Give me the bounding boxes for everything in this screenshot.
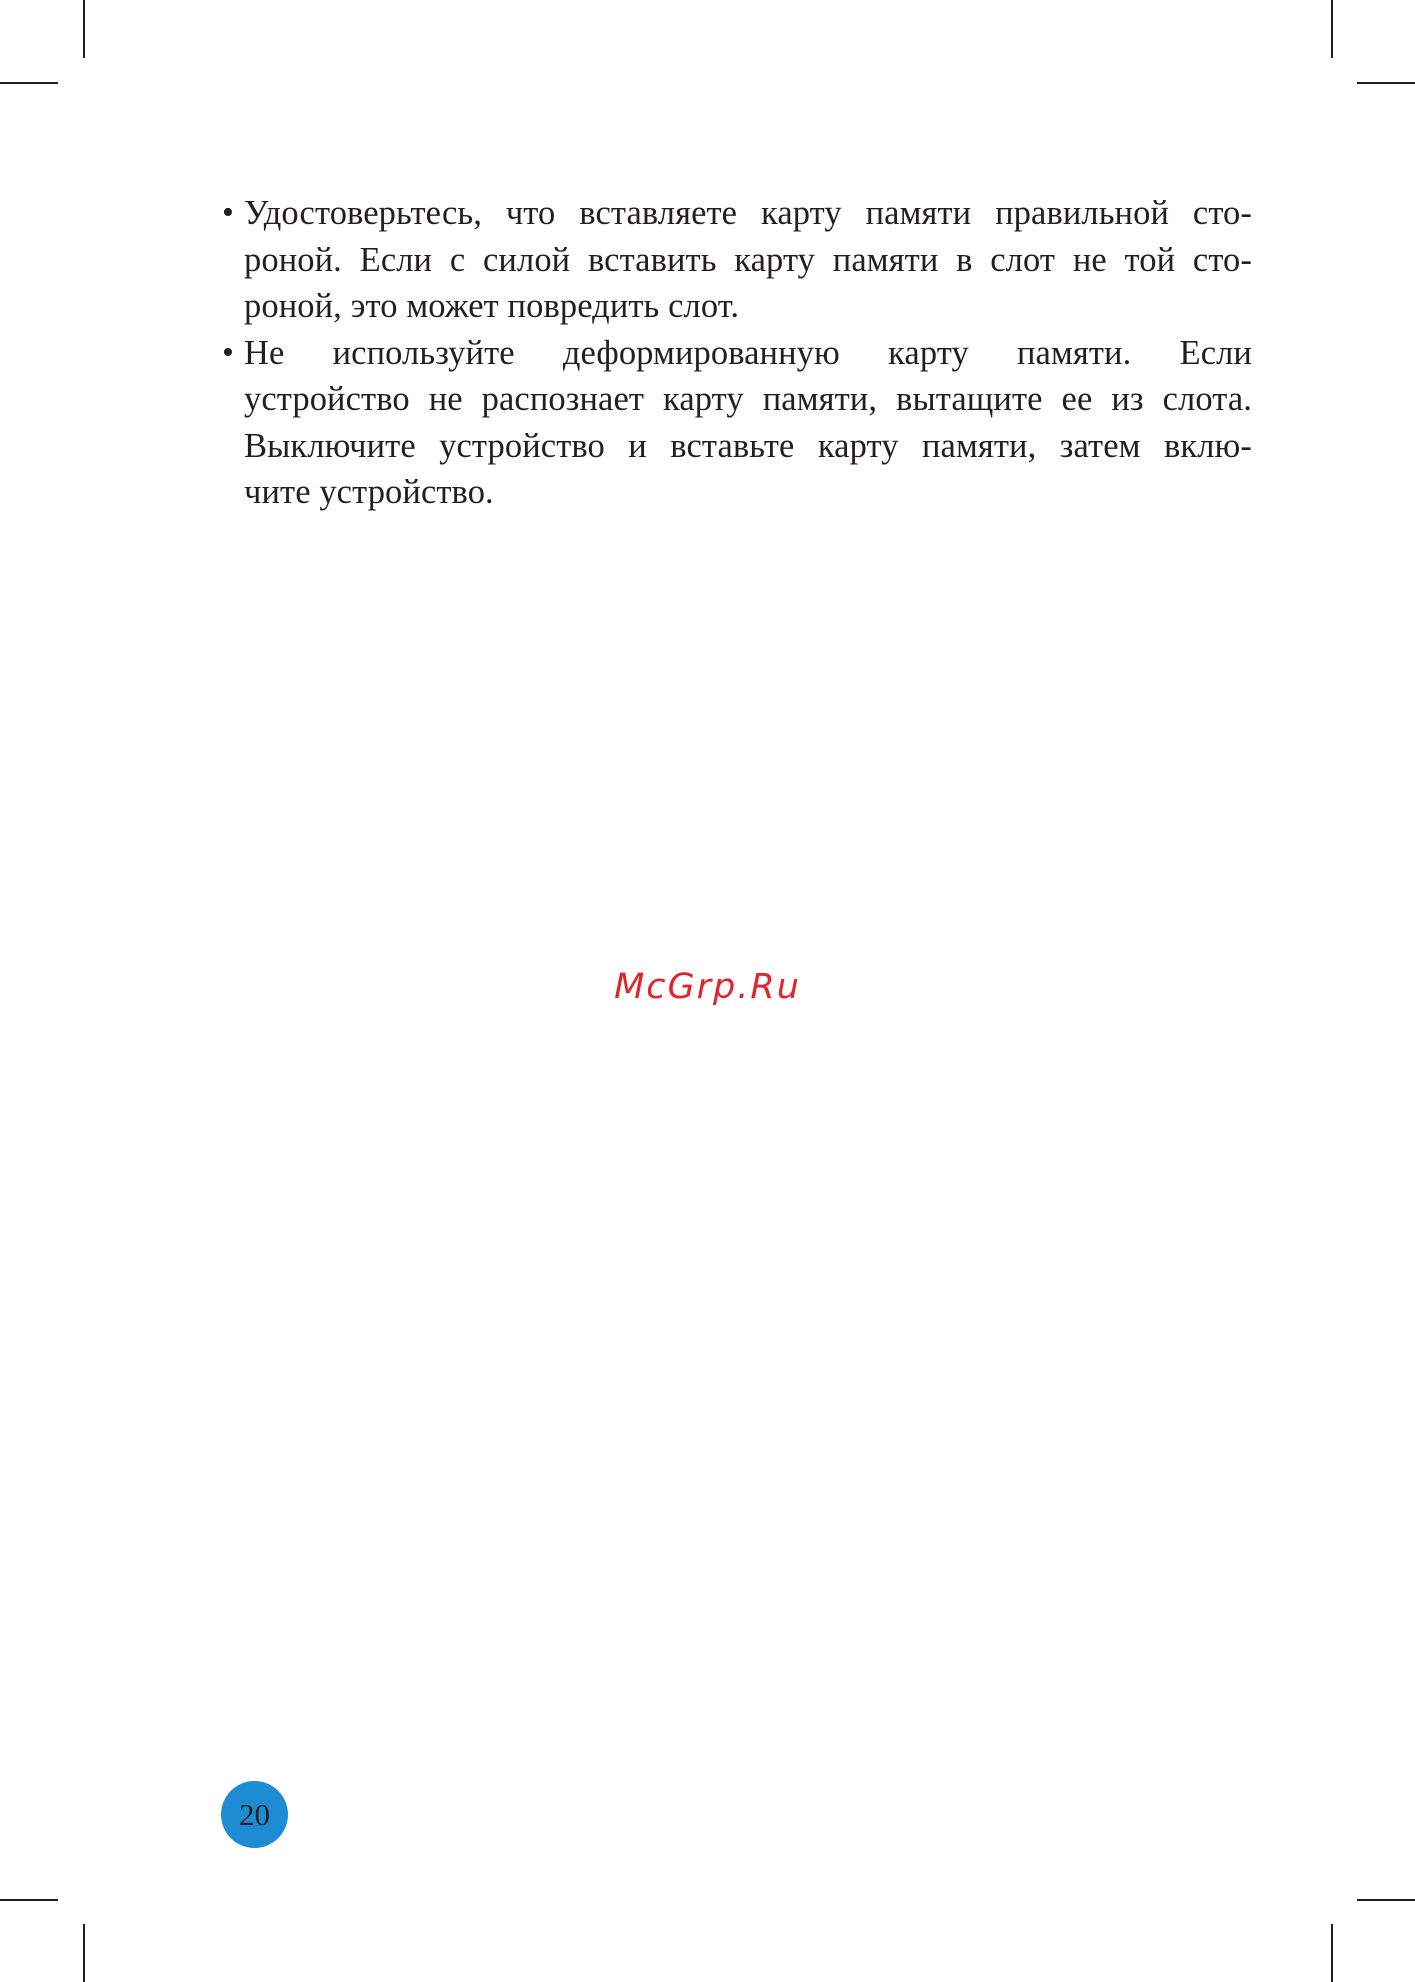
crop-mark-top-right-vertical <box>1331 0 1333 58</box>
page-number: 20 <box>239 1797 270 1832</box>
crop-mark-bottom-left-vertical <box>83 1924 85 1982</box>
crop-mark-bottom-right-vertical <box>1331 1924 1333 1982</box>
text-line: Выключите устройство и вставьте карту памяти, затем вклю- <box>244 426 1252 465</box>
text-line: чите устройство. <box>244 473 494 511</box>
crop-mark-top-right-horizontal <box>1357 82 1415 84</box>
bullet-marker: • <box>222 194 234 231</box>
crop-mark-bottom-right-horizontal <box>1357 1899 1415 1901</box>
text-line: Не используйте деформированную карту памяти. Если <box>244 333 1252 372</box>
bullet-list <box>222 190 1252 516</box>
text-line: Удостоверьтесь, что вставляете карту памяти правильной сто- <box>244 194 1252 232</box>
bullet-text <box>244 330 1252 516</box>
crop-mark-top-left-vertical <box>83 0 85 58</box>
page-number-badge <box>221 1781 288 1848</box>
text-line: роной, это может повредить слот. <box>244 287 740 325</box>
text-line: устройство не распознает карту памяти, вытащите ее из слота. <box>244 380 1252 418</box>
crop-mark-bottom-left-horizontal <box>0 1899 58 1901</box>
watermark: McGrp.Ru <box>614 967 801 1007</box>
crop-mark-top-left-horizontal <box>0 82 58 84</box>
bullet-item-1 <box>222 190 1252 330</box>
text-line: роной. Если с силой вставить карту памяти в слот не той сто- <box>244 240 1252 279</box>
bullet-marker: • <box>222 333 234 371</box>
bullet-text <box>244 190 1252 330</box>
bullet-item-2 <box>222 330 1252 516</box>
